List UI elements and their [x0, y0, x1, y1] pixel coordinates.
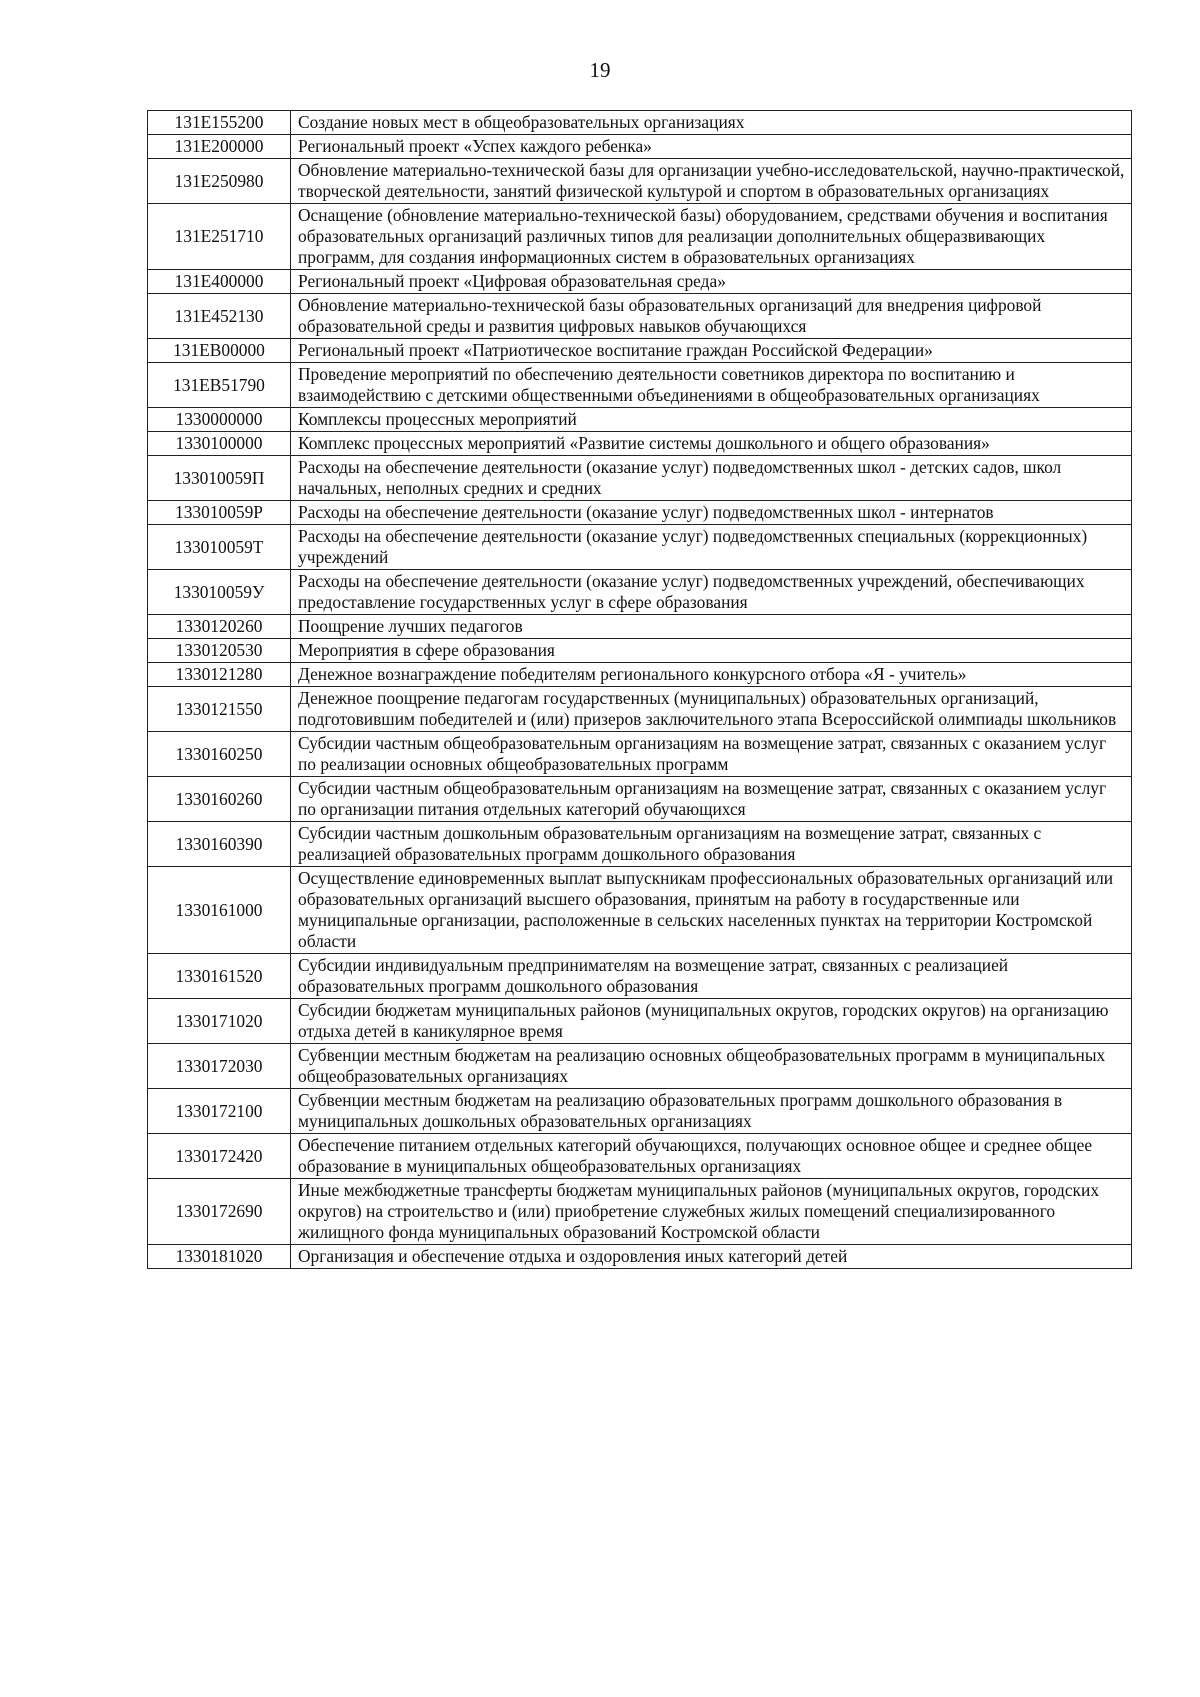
description-cell: Иные межбюджетные трансферты бюджетам муниципальных районов (муниципальных округов, городских округов) на строительство и (или) приобретение служебных жилых помещений специализированного жилищного фонда муниципальных образований Костромской области	[291, 1179, 1132, 1245]
budget-code-cell: 1330000000	[148, 408, 291, 432]
table-row	[148, 687, 1132, 732]
budget-code-cell: 1330171020	[148, 999, 291, 1044]
budget-code-cell: 1330160250	[148, 732, 291, 777]
description-cell: Обеспечение питанием отдельных категорий обучающихся, получающих основное общее и среднее общее образование в муниципальных общеобразовательных организациях	[291, 1134, 1132, 1179]
description-cell: Расходы на обеспечение деятельности (оказание услуг) подведомственных школ - интернатов	[291, 501, 1132, 525]
budget-code-cell: 1330121550	[148, 687, 291, 732]
table-row	[148, 663, 1132, 687]
budget-code-cell: 131E155200	[148, 111, 291, 135]
table-row	[148, 204, 1132, 270]
description-cell: Региональный проект «Патриотическое воспитание граждан Российской Федерации»	[291, 339, 1132, 363]
table-row	[148, 1044, 1132, 1089]
description-cell: Денежное вознаграждение победителям регионального конкурсного отбора «Я - учитель»	[291, 663, 1132, 687]
table-row	[148, 432, 1132, 456]
description-cell: Расходы на обеспечение деятельности (оказание услуг) подведомственных учреждений, обеспечивающих предоставление государственных услуг в сфере образования	[291, 570, 1132, 615]
table-row	[148, 525, 1132, 570]
table-row	[148, 456, 1132, 501]
description-cell: Субсидии индивидуальным предпринимателям на возмещение затрат, связанных с реализацией образовательных программ дошкольного образования	[291, 954, 1132, 999]
description-cell: Комплексы процессных мероприятий	[291, 408, 1132, 432]
table-body	[148, 111, 1132, 1269]
description-cell: Расходы на обеспечение деятельности (оказание услуг) подведомственных специальных (коррекционных) учреждений	[291, 525, 1132, 570]
description-cell: Субсидии бюджетам муниципальных районов (муниципальных округов, городских округов) на организацию отдыха детей в каникулярное время	[291, 999, 1132, 1044]
description-cell: Создание новых мест в общеобразовательных организациях	[291, 111, 1132, 135]
description-cell: Мероприятия в сфере образования	[291, 639, 1132, 663]
description-cell: Субсидии частным общеобразовательным организациям на возмещение затрат, связанных с оказанием услуг по организации питания отдельных категорий обучающихся	[291, 777, 1132, 822]
table-row	[148, 159, 1132, 204]
table-row	[148, 570, 1132, 615]
description-cell: Оснащение (обновление материально-технической базы) оборудованием, средствами обучения и воспитания образовательных организаций различных типов для реализации дополнительных общеразвивающих программ, для создания информационных систем в образовательных организациях	[291, 204, 1132, 270]
budget-code-cell: 1330172100	[148, 1089, 291, 1134]
budget-code-table	[147, 110, 1132, 1269]
table-row	[148, 363, 1132, 408]
budget-code-cell: 131EB51790	[148, 363, 291, 408]
page-number: 19	[589, 58, 611, 82]
budget-code-cell: 1330100000	[148, 432, 291, 456]
budget-code-cell: 131E251710	[148, 204, 291, 270]
description-cell: Денежное поощрение педагогам государственных (муниципальных) образовательных организаций, подготовившим победителей и (или) призеров заключительного этапа Всероссийской олимпиады школьников	[291, 687, 1132, 732]
table-row	[148, 408, 1132, 432]
table-row	[148, 270, 1132, 294]
description-cell: Региональный проект «Цифровая образовательная среда»	[291, 270, 1132, 294]
budget-code-cell: 133010059П	[148, 456, 291, 501]
budget-code-cell: 1330161520	[148, 954, 291, 999]
budget-code-cell: 133010059Р	[148, 501, 291, 525]
table-row	[148, 639, 1132, 663]
table-row	[148, 867, 1132, 954]
table-row	[148, 822, 1132, 867]
table-row	[148, 1179, 1132, 1245]
table-row	[148, 339, 1132, 363]
description-cell: Субсидии частным общеобразовательным организациям на возмещение затрат, связанных с оказанием услуг по реализации основных общеобразовательных программ	[291, 732, 1132, 777]
budget-code-cell: 1330172420	[148, 1134, 291, 1179]
description-cell: Расходы на обеспечение деятельности (оказание услуг) подведомственных школ - детских садов, школ начальных, неполных средних и средних	[291, 456, 1132, 501]
budget-code-cell: 133010059Т	[148, 525, 291, 570]
budget-code-cell: 1330172690	[148, 1179, 291, 1245]
description-cell: Комплекс процессных мероприятий «Развитие системы дошкольного и общего образования»	[291, 432, 1132, 456]
description-cell: Поощрение лучших педагогов	[291, 615, 1132, 639]
table-row	[148, 954, 1132, 999]
description-cell: Обновление материально-технической базы для организации учебно-исследовательской, научно-практической, творческой деятельности, занятий физической культурой и спортом в образовательных организациях	[291, 159, 1132, 204]
description-cell: Региональный проект «Успех каждого ребенка»	[291, 135, 1132, 159]
budget-code-cell: 1330172030	[148, 1044, 291, 1089]
table-row	[148, 1134, 1132, 1179]
budget-code-cell: 133010059У	[148, 570, 291, 615]
table-row	[148, 135, 1132, 159]
table-row	[148, 615, 1132, 639]
table-row	[148, 1245, 1132, 1269]
budget-code-cell: 131E250980	[148, 159, 291, 204]
budget-code-cell: 1330161000	[148, 867, 291, 954]
description-cell: Осуществление единовременных выплат выпускникам профессиональных образовательных организаций или образовательных организаций высшего образования, принятым на работу в государственные или муниципальные организации, расположенные в сельских населенных пунктах на территории Костромской области	[291, 867, 1132, 954]
table-row	[148, 1089, 1132, 1134]
description-cell: Субсидии частным дошкольным образовательным организациям на возмещение затрат, связанных с реализацией образовательных программ дошкольного образования	[291, 822, 1132, 867]
table-row	[148, 294, 1132, 339]
budget-code-cell: 1330160390	[148, 822, 291, 867]
budget-code-cell: 1330120530	[148, 639, 291, 663]
table-row	[148, 777, 1132, 822]
budget-code-cell: 131E452130	[148, 294, 291, 339]
budget-code-cell: 1330120260	[148, 615, 291, 639]
budget-code-cell: 1330160260	[148, 777, 291, 822]
description-cell: Обновление материально-технической базы образовательных организаций для внедрения цифровой образовательной среды и развития цифровых навыков обучающихся	[291, 294, 1132, 339]
budget-code-cell: 1330181020	[148, 1245, 291, 1269]
table-row	[148, 732, 1132, 777]
description-cell: Проведение мероприятий по обеспечению деятельности советников директора по воспитанию и взаимодействию с детскими общественными объединениями в общеобразовательных организациях	[291, 363, 1132, 408]
budget-code-cell: 131E400000	[148, 270, 291, 294]
budget-code-cell: 131EB00000	[148, 339, 291, 363]
table-row	[148, 501, 1132, 525]
description-cell: Субвенции местным бюджетам на реализацию основных общеобразовательных программ в муниципальных общеобразовательных организациях	[291, 1044, 1132, 1089]
budget-code-cell: 131E200000	[148, 135, 291, 159]
description-cell: Организация и обеспечение отдыха и оздоровления иных категорий детей	[291, 1245, 1132, 1269]
table-row	[148, 111, 1132, 135]
budget-code-cell: 1330121280	[148, 663, 291, 687]
description-cell: Субвенции местным бюджетам на реализацию образовательных программ дошкольного образования в муниципальных дошкольных образовательных организациях	[291, 1089, 1132, 1134]
table-row	[148, 999, 1132, 1044]
